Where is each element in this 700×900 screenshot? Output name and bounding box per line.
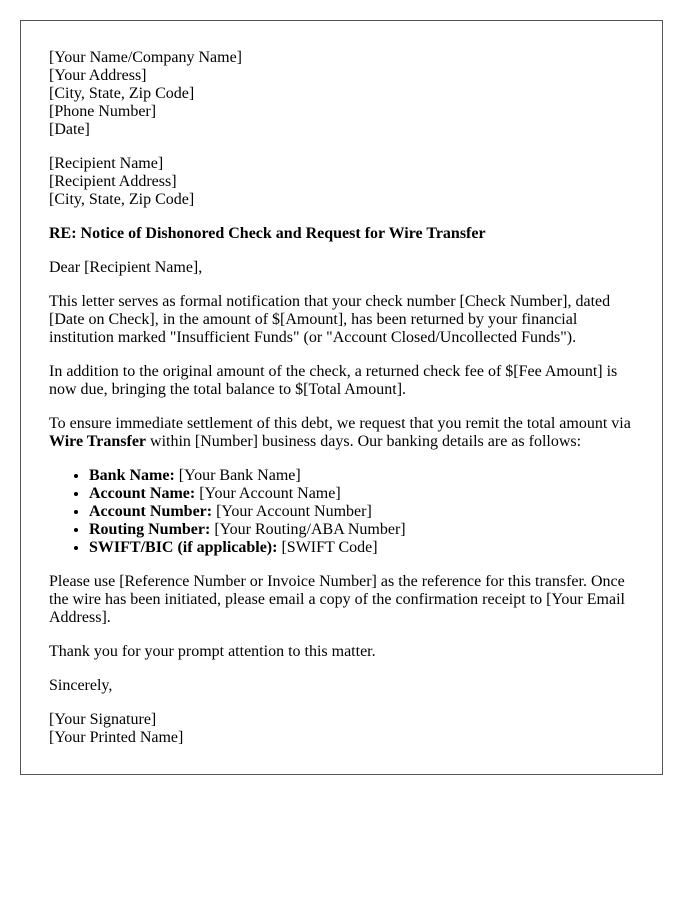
letter xyxy=(20,20,663,775)
subject-text: RE: Notice of Dishonored Check and Request for Wire Transfer xyxy=(49,225,486,242)
sender-phone: [Phone Number] xyxy=(49,103,157,120)
item-value: [Your Routing/ABA Number] xyxy=(210,521,406,538)
paragraph-fee: In addition to the original amount of the check, a returned check fee of $[Fee Amount] is now due, bringing the total balance to $[Total Amount]. xyxy=(49,363,618,398)
printed-name: [Your Printed Name] xyxy=(49,729,184,746)
sender-name: [Your Name/Company Name] xyxy=(49,49,243,66)
wire-transfer-emphasis: Wire Transfer xyxy=(49,433,147,450)
closing: Sincerely, xyxy=(49,677,113,694)
item-label: Account Name: xyxy=(89,485,196,502)
bank-name-item xyxy=(89,467,634,485)
recipient-block xyxy=(49,155,634,209)
paragraph-request xyxy=(49,415,634,451)
account-name-item xyxy=(89,485,634,503)
letter-date: [Date] xyxy=(49,121,90,138)
banking-details-list xyxy=(49,467,634,557)
recipient-address: [Recipient Address] xyxy=(49,173,177,190)
paragraph-reference: Please use [Reference Number or Invoice Number] as the reference for this transfer. Once the wire has been initiated, please email a copy of the confirmation receipt to [Your Email Address]. xyxy=(49,573,625,626)
recipient-name: [Recipient Name] xyxy=(49,155,164,172)
item-value: [Your Account Number] xyxy=(212,503,372,520)
item-label: Bank Name: xyxy=(89,467,175,484)
item-value: [Your Account Name] xyxy=(195,485,341,502)
routing-number-item xyxy=(89,521,634,539)
paragraph-notification: This letter serves as formal notification that your check number [Check Number], dated [Date on Check], in the amount of $[Amount], has been returned by your financial institution marked "Insufficient Funds" (or "Account Closed/Uncollected Funds"). xyxy=(49,293,611,346)
swift-item xyxy=(89,539,634,557)
account-number-item xyxy=(89,503,634,521)
item-value: [Your Bank Name] xyxy=(174,467,301,484)
item-label: Account Number: xyxy=(89,503,213,520)
paragraph-thanks: Thank you for your prompt attention to this matter. xyxy=(49,643,376,660)
request-text-2: within [Number] business days. Our banking details are as follows: xyxy=(146,433,582,450)
item-label: SWIFT/BIC (if applicable): xyxy=(89,539,278,556)
salutation: Dear [Recipient Name], xyxy=(49,259,203,276)
sender-block xyxy=(49,49,634,139)
sender-address: [Your Address] xyxy=(49,67,147,84)
item-label: Routing Number: xyxy=(89,521,211,538)
recipient-city: [City, State, Zip Code] xyxy=(49,191,195,208)
subject-line xyxy=(49,225,634,243)
signature-block xyxy=(49,711,634,747)
request-text-1: To ensure immediate settlement of this debt, we request that you remit the total amount via xyxy=(49,415,631,432)
item-value: [SWIFT Code] xyxy=(277,539,378,556)
sender-city: [City, State, Zip Code] xyxy=(49,85,195,102)
signature: [Your Signature] xyxy=(49,711,157,728)
